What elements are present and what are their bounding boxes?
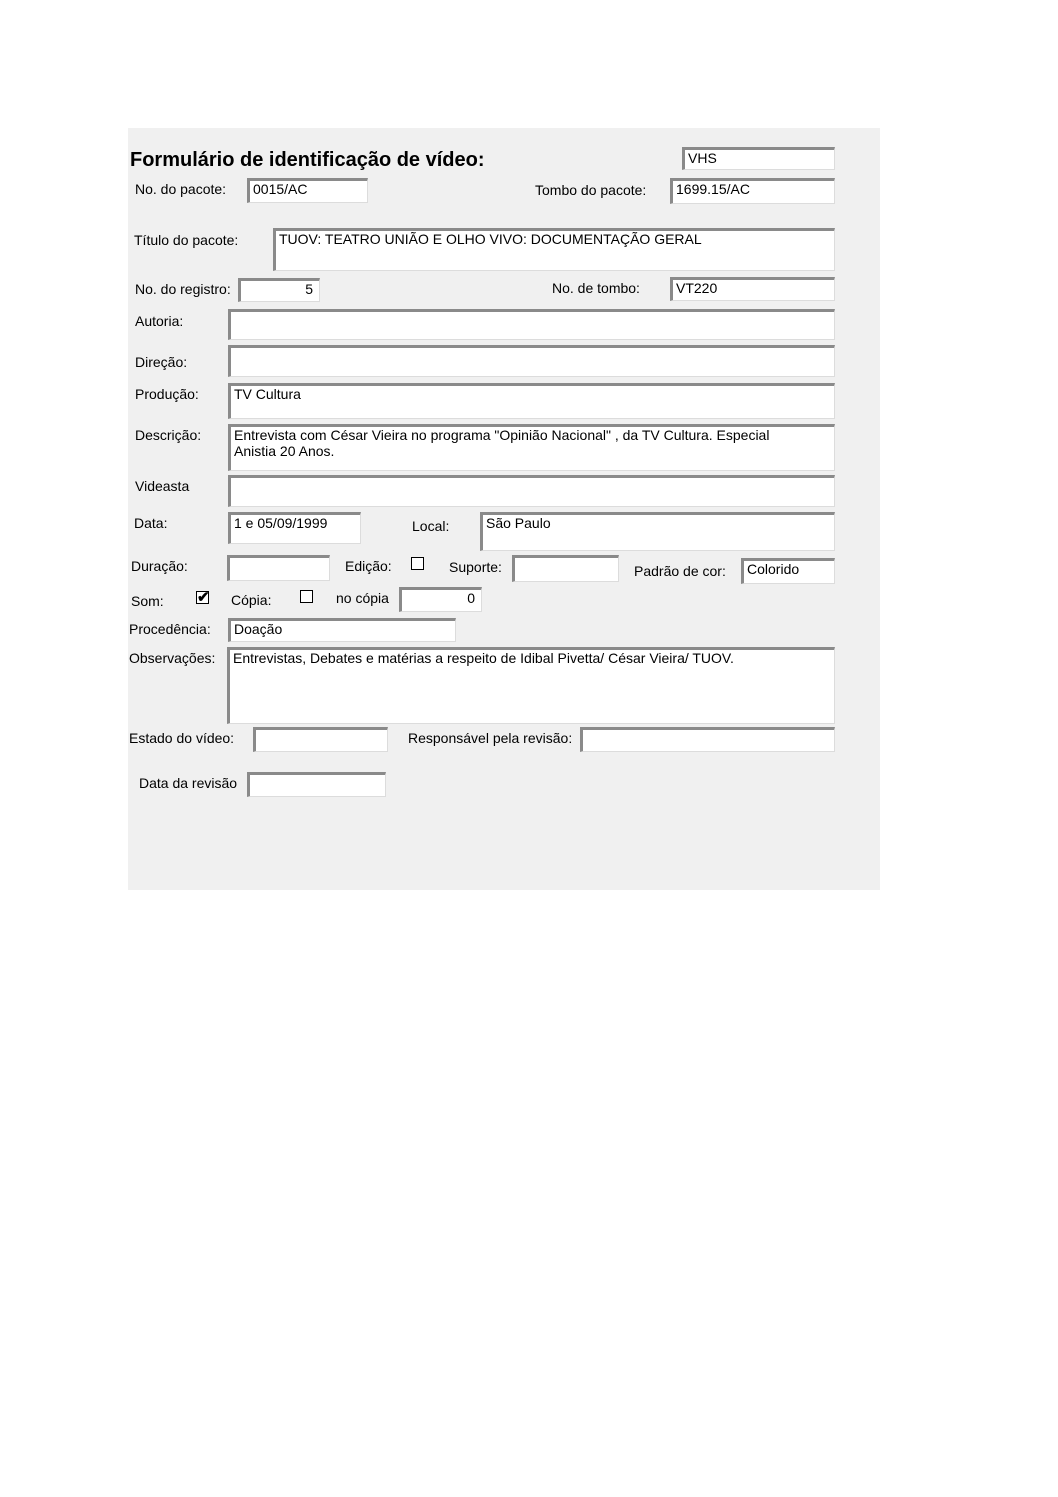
descricao-field[interactable]: Entrevista com César Vieira no programa "Opinião Nacional" , da TV Cultura. Especial Anistia 20 Anos.: [228, 424, 835, 471]
responsavel-label: Responsável pela revisão:: [408, 730, 573, 746]
observacoes-field[interactable]: Entrevistas, Debates e matérias a respeito de Idibal Pivetta/ César Vieira/ TUOV.: [227, 647, 835, 724]
package-no-label: No. do pacote:: [135, 181, 227, 197]
record-no-field[interactable]: 5: [238, 278, 320, 302]
som-label: Som:: [131, 593, 164, 609]
data-label: Data:: [134, 515, 168, 531]
duracao-label: Duração:: [131, 558, 188, 574]
data-revisao-label: Data da revisão: [139, 775, 238, 791]
local-field[interactable]: São Paulo: [480, 512, 835, 551]
producao-field[interactable]: TV Cultura: [228, 383, 835, 419]
package-title-label: Título do pacote:: [134, 232, 239, 248]
package-no-field[interactable]: 0015/AC: [247, 178, 368, 203]
copia-checkbox[interactable]: [300, 590, 313, 603]
autoria-label: Autoria:: [135, 313, 184, 329]
estado-field[interactable]: [253, 727, 388, 752]
format-field[interactable]: VHS: [682, 147, 835, 170]
direcao-field[interactable]: [228, 345, 835, 377]
videasta-label: Videasta: [135, 478, 190, 494]
data-revisao-field[interactable]: [247, 772, 386, 797]
padrao-cor-field[interactable]: Colorido: [741, 558, 835, 584]
autoria-field[interactable]: [228, 309, 835, 340]
procedencia-label: Procedência:: [129, 621, 211, 637]
suporte-label: Suporte:: [449, 559, 502, 575]
suporte-field[interactable]: [512, 555, 619, 582]
edicao-label: Edição:: [345, 558, 392, 574]
local-label: Local:: [412, 518, 450, 534]
procedencia-field[interactable]: Doação: [228, 618, 456, 642]
package-title-field[interactable]: TUOV: TEATRO UNIÃO E OLHO VIVO: DOCUMENTAÇÃO GERAL: [273, 228, 835, 271]
package-tombo-field[interactable]: 1699.15/AC: [670, 178, 835, 204]
copia-label: Cópia:: [231, 592, 272, 608]
estado-label: Estado do vídeo:: [129, 730, 235, 746]
padrao-cor-label: Padrão de cor:: [634, 563, 726, 579]
producao-label: Produção:: [135, 386, 199, 402]
responsavel-field[interactable]: [580, 727, 835, 752]
no-copia-label: no cópia: [336, 590, 389, 606]
no-copia-field[interactable]: 0: [399, 587, 482, 612]
tombo-no-label: No. de tombo:: [552, 280, 640, 296]
descricao-label: Descrição:: [135, 427, 202, 443]
observacoes-label: Observações:: [129, 650, 216, 666]
edicao-checkbox[interactable]: [411, 557, 424, 570]
videasta-field[interactable]: [228, 475, 835, 507]
package-tombo-label: Tombo do pacote:: [535, 182, 647, 198]
direcao-label: Direção:: [135, 354, 188, 370]
form-title: Formulário de identificação de vídeo:: [130, 149, 485, 171]
tombo-no-field[interactable]: VT220: [670, 277, 835, 301]
duracao-field[interactable]: [227, 555, 330, 581]
som-checkbox[interactable]: ✔: [197, 589, 210, 606]
record-no-label: No. do registro:: [135, 281, 231, 297]
data-field[interactable]: 1 e 05/09/1999: [228, 512, 361, 544]
